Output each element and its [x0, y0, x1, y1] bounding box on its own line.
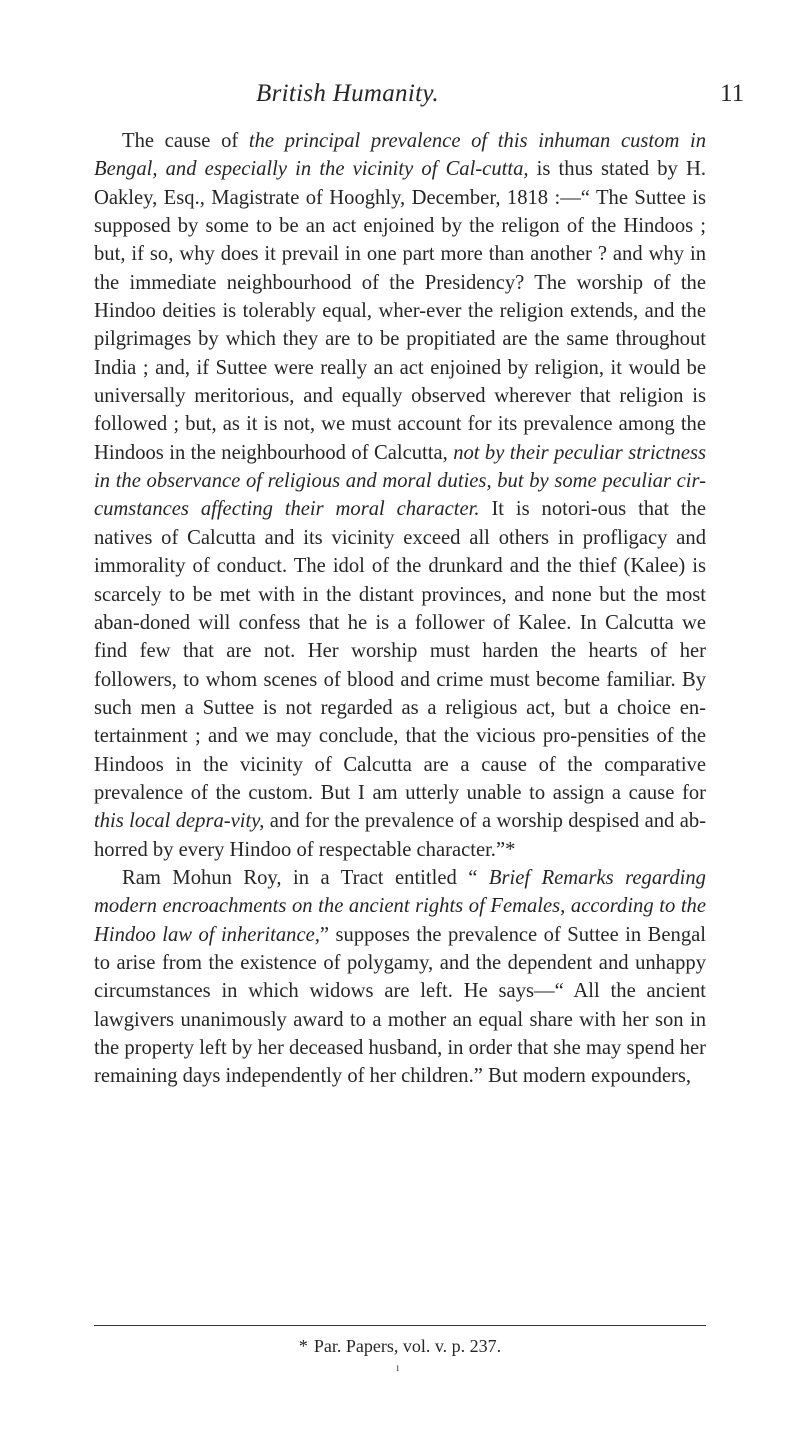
footnote-text: Par. Papers, vol. v. p. 237. [313, 1336, 502, 1356]
text-run: ” supposes the prevalence of Suttee in Bengal to arise from the existence of polygamy, and the dependent and unhappy circumstances in which widows are left. He says—“ All the ancient lawgivers unanimously award to a mother an equal share with her son in the property left by her deceased husband, in order that she may spend her remaining days independently of her children.” But modern expounders, [94, 923, 706, 1088]
text-run: The cause of [122, 130, 249, 152]
italic-run: Brief Remarks regarding modern encroachments on the ancient rights of Females, according to the Hindoo law of inheritance, [94, 866, 706, 946]
printer-mark: ı [396, 1360, 400, 1374]
text-run: Ram Mohun Roy, in a Tract entitled “ [122, 866, 489, 889]
italic-run: this local depra-vity, [94, 810, 265, 833]
page-number: 11 [720, 80, 745, 107]
footnote-mark: * [298, 1336, 308, 1356]
text-run: It is notori-ous that the natives of Calcutta and its vicinity exceed all others in profligacy and immorality of conduct. The idol of the drunkard and the thief (Kalee) is scarcely to be met with in the distant provinces, and none but the most aban-doned will confess that he is a follower of Kalee. In Calcutta we find few that are not. Her worship must harden the hearts of her followers, to whom scenes of blood and crime must become familiar. By such men a Suttee is not regarded as a religious act, but a choice en-tertainment ; and we may conclude, that the vicious pro-pensities of the Hindoos in the vicinity of Calcutta are a cause of the comparative prevalence of the custom. But I am utterly unable to assign a cause for [94, 498, 706, 804]
italic-run: not by their peculiar strictness in the observance of religious and moral duties, but by some peculiar cir-cumstances affecting their moral character. [94, 441, 706, 521]
italic-run: the principal prevalence of this inhuman custom in Bengal, and especially in the vicinity of Cal-cutta, [94, 130, 706, 181]
footnote-divider [94, 1325, 706, 1326]
paragraph [94, 127, 706, 864]
text-run: and for the prevalence of a worship despised and ab-horred by every Hindoo of respectable character.”* [94, 810, 707, 861]
running-head: British Humanity. [256, 80, 439, 107]
footnote [0, 1336, 800, 1357]
body-text [94, 127, 706, 1091]
paragraph [94, 864, 706, 1091]
text-run: is thus stated by H. Oakley, Esq., Magistrate of Hooghly, December, 1818 :—“ The Suttee is supposed by some to be an act enjoined by the religon of the Hindoos ; but, if so, why does it prevail in one part more than another ? and why in the immediate neighbourhood of the Presidency? The worship of the Hindoo deities is tolerably equal, wher-ever the religion extends, and the pilgrimages by which they are to be propitiated are the same throughout India ; and, if Suttee were really an act enjoined by religion, it would be universally meritorious, and equally observed wherever that religion is followed ; but, as it is not, we must account for its prevalence among the Hindoos in the neighbourhood of Calcutta, [94, 158, 706, 464]
